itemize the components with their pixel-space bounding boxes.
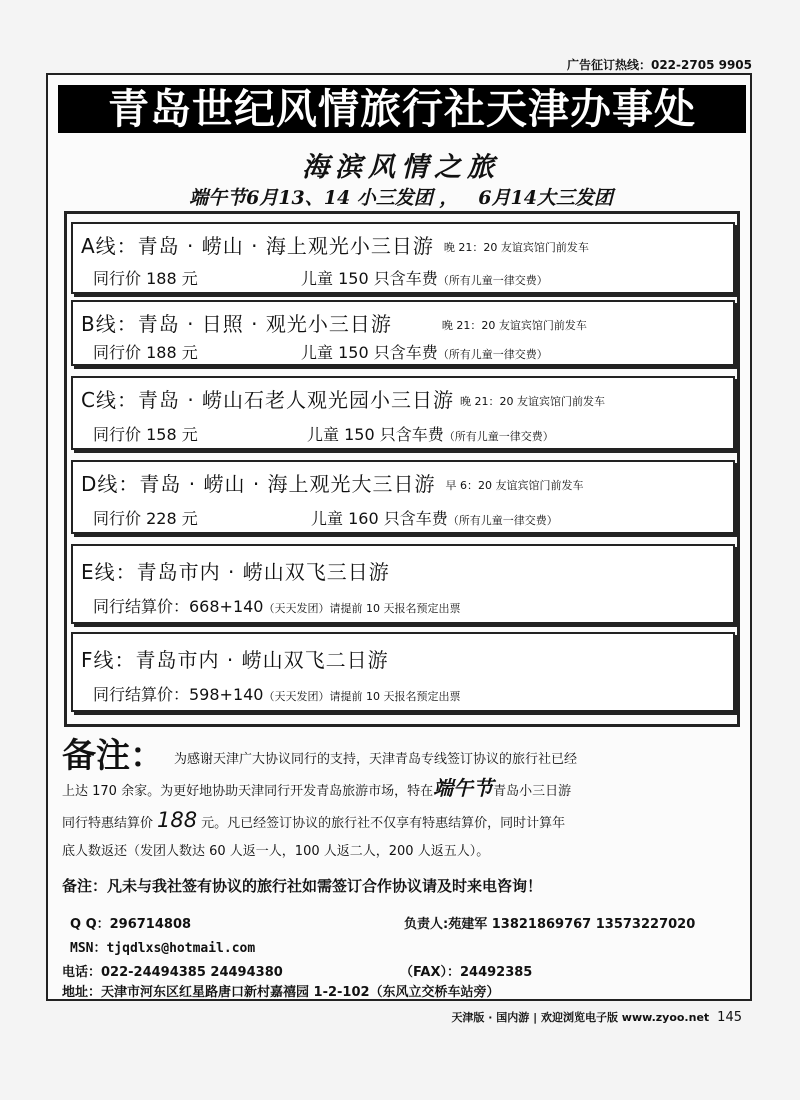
contact-phone: 电话：022-24494385 24494380 <box>62 965 283 980</box>
ad-frame <box>46 73 752 1001</box>
route-price: 同行价 158 元 <box>93 425 198 444</box>
contact-msn: MSN：tjqdlxs@hotmail.com <box>70 941 256 956</box>
tour-subtitle: 海滨风情之旅 <box>302 152 500 183</box>
contact-qq: Q Q：296714808 <box>70 917 192 932</box>
route-price: 同行结算价：598+140（天天发团）请提前 10 天报名预定出票 <box>93 685 461 704</box>
remarks-label: 备注： <box>62 736 164 776</box>
ad-hotline: 广告征订热线：022-2705 9905 <box>566 58 752 72</box>
route-child-price: 儿童 150 只含车费（所有儿童一律交费） <box>301 269 548 288</box>
special-price: 188 <box>157 808 198 832</box>
route-name: C线：青岛 · 崂山石老人观光园小三日游 <box>81 388 455 412</box>
route-name: A线：青岛 · 崂山 · 海上观光小三日游 <box>81 234 434 258</box>
contact-manager: 负责人:苑建军 13821869767 13573227020 <box>404 917 696 932</box>
route-price: 同行价 228 元 <box>93 509 198 528</box>
route-name: B线：青岛 · 日照 · 观光小三日游 <box>81 312 392 336</box>
cooperation-note: 备注：凡未与我社签有协议的旅行社如需签订合作协议请及时来电咨询！ <box>62 877 543 895</box>
route-departure: 晚 21：20 友谊宾馆门前发车 <box>460 395 606 408</box>
page-footer: 天津版 · 国内游 | 欢迎浏览电子版 www.zyoo.net 145 <box>451 1010 742 1025</box>
remarks: 备注： 为感谢天津广大协议同行的支持，天津青岛专线签订协议的旅行社已经 上达 170 余家。为更好地协助天津同行开发青岛旅游市场，特在端午节青岛小三日游 同行特惠结算价 188 元。凡已经签订协议的旅行社不仅享有特惠结算价，同时计算年 底人数返还（发团人数达 60 人返一人，100 人返二人，200 人返五人）。 <box>62 736 578 859</box>
route-price: 同行价 188 元 <box>93 269 198 288</box>
route-d <box>71 460 735 534</box>
departure-dates: 端午节6月13、14 小三发团 ， 6月14大三发团 <box>189 187 613 209</box>
route-e <box>71 544 735 624</box>
route-name: F线：青岛市内 · 崂山双飞二日游 <box>81 648 389 672</box>
agency-title: 青岛世纪风情旅行社天津办事处 <box>58 85 746 133</box>
routes-box <box>64 211 740 727</box>
route-child-price: 儿童 160 只含车费（所有儿童一律交费） <box>311 509 558 528</box>
page-number: 145 <box>717 1010 742 1025</box>
route-price: 同行结算价：668+140（天天发团）请提前 10 天报名预定出票 <box>93 597 461 616</box>
contact-fax: （FAX）：24492385 <box>400 965 533 980</box>
route-child-price: 儿童 150 只含车费（所有儿童一律交费） <box>301 343 548 362</box>
route-departure: 早 6：20 友谊宾馆门前发车 <box>445 479 584 492</box>
route-c <box>71 376 735 450</box>
route-name: E线：青岛市内 · 崂山双飞三日游 <box>81 560 390 584</box>
route-price: 同行价 188 元 <box>93 343 198 362</box>
route-f <box>71 632 735 712</box>
route-child-price: 儿童 150 只含车费（所有儿童一律交费） <box>307 425 554 444</box>
contact-address: 地址：天津市河东区红星路唐口新村嘉禧园 1-2-102（东风立交桥车站旁） <box>62 985 500 1000</box>
route-b <box>71 300 735 366</box>
route-departure: 晚 21：20 友谊宾馆门前发车 <box>441 319 587 332</box>
route-name: D线：青岛 · 崂山 · 海上观光大三日游 <box>81 472 436 496</box>
festival-name: 端午节 <box>433 776 494 800</box>
route-departure: 晚 21：20 友谊宾馆门前发车 <box>443 241 589 254</box>
route-a <box>71 222 735 294</box>
